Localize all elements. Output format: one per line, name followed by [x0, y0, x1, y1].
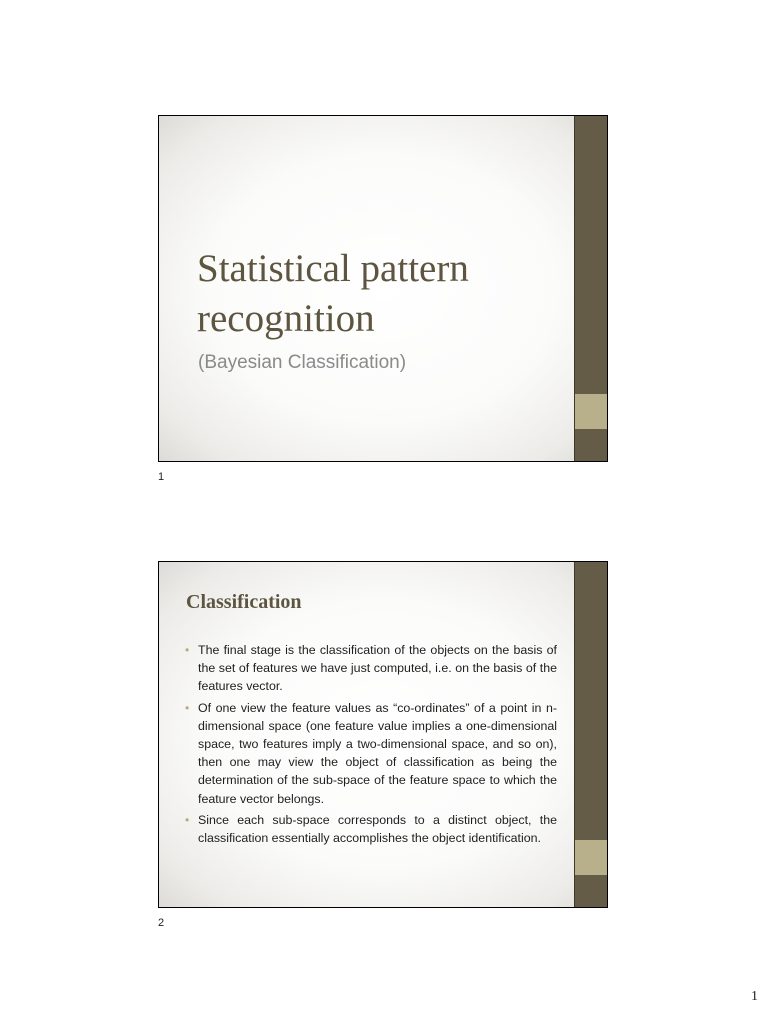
slide-side-accent — [575, 840, 607, 875]
bullet-item — [185, 699, 557, 808]
slide-number: 2 — [158, 917, 165, 929]
bullet-list — [185, 641, 557, 850]
document-page-number: 1 — [751, 989, 758, 1004]
slide-heading: Classification — [186, 591, 302, 613]
bullet-icon: • — [185, 812, 190, 827]
bullet-icon: • — [185, 700, 190, 715]
bullet-text: The final stage is the classification of the objects on the basis of the set of features we have just computed, i.e. on the basis of the features vector. — [198, 643, 557, 694]
slide-title: Statistical pattern recognition — [197, 247, 469, 340]
slide-side-accent — [575, 394, 607, 429]
bullet-item — [185, 641, 557, 696]
bullet-icon: • — [185, 643, 190, 657]
slide-1 — [158, 115, 608, 462]
slide-number: 1 — [158, 471, 165, 483]
slide-subtitle: (Bayesian Classification) — [198, 352, 407, 373]
bullet-text: Of one view the feature values as “co-ordinates” of a point in n-dimensional space (one feature value implies a one-dimensional space, two features imply a two-dimensional space, and so on), then one may view the object of classification as being the determination of the sub-space of the feature space to which the feature vector belongs. — [198, 700, 557, 806]
slide-2 — [158, 561, 608, 908]
bullet-text: Since each sub-space corresponds to a distinct object, the classification essentially accomplishes the object identification. — [198, 812, 557, 846]
bullet-item — [185, 811, 557, 847]
